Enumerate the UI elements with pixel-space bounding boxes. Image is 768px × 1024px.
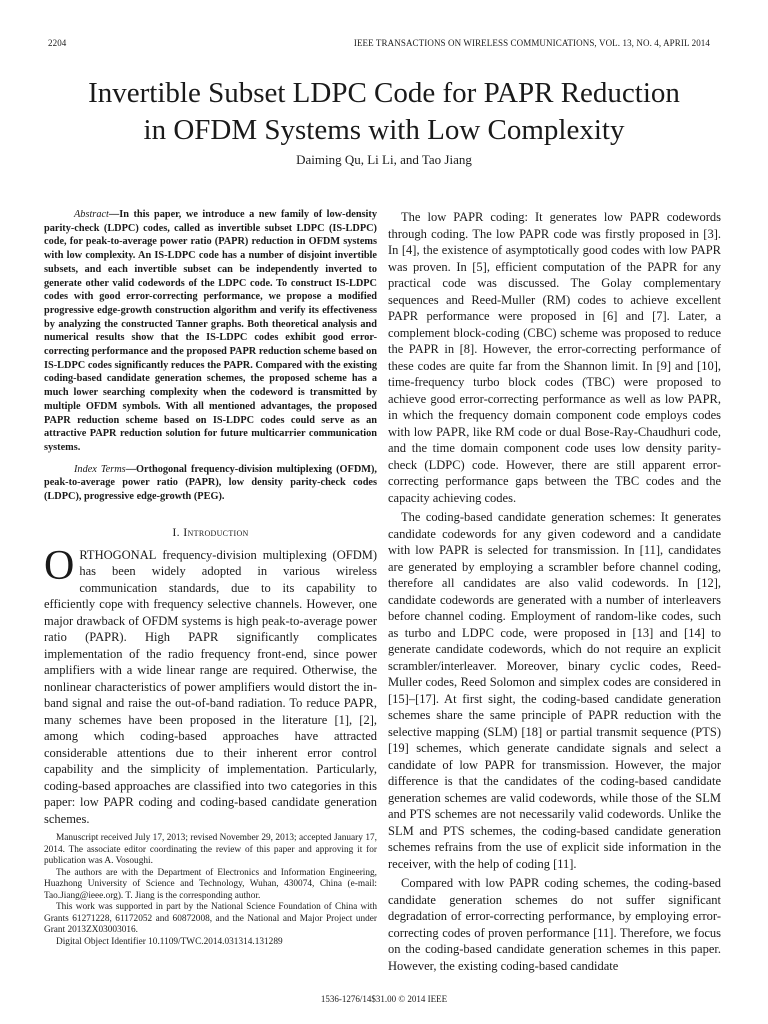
author-list: Daiming Qu, Li Li, and Tao Jiang (296, 152, 472, 167)
abstract-label: Abstract (74, 209, 109, 220)
section-heading-introduction: I. Introduction (172, 524, 249, 539)
first-word: RTHOGONAL (79, 547, 157, 562)
right-paragraph-1: The low PAPR coding: It generates low PAPR codewords through coding. The low PAPR code was firstly proposed in [3]. In [4], the existence of asymptotically good codes with low PAPR was proven. In [5], efficient computation of the PAPR for any practical code was discussed. The Golay complementary sequences and Reed-Muller (RM) codes to achieve excellent PAPR performance were proposed in [6] and [7]. Later, a complement block-coding (CBC) scheme was proposed to reduce the PAPR in [8]. However, the error-correcting performance of these codes are quite far from the Shannon limit. In [9] and [10], time-frequency turbo block codes (TBC) were proposed to achieve good error-correcting performance as well as low PAPR, in which the frequency domain component code employs codes with low PAPR, like RM code or dual Bose-Ray-Chaudhuri code, and the time domain component code uses low density parity-check (LDPC) code. However, there are still apparent error-correcting performance gaps between the TBC codes and the capacity achieving codes. (388, 210, 721, 505)
drop-cap: O (44, 542, 75, 589)
index-terms-label: Index Terms (74, 463, 126, 475)
index-terms-text: —Orthogonal frequency-division multiplexing (OFDM), peak-to-average power ratio (PAPR), low density parity-check codes (LDPC), progressive edge-growth (PEG). (44, 463, 377, 503)
intro-paragraph-1 (44, 542, 377, 828)
title-line-1: Invertible Subset LDPC Code for PAPR Reduction (88, 77, 680, 109)
right-paragraph-3: Compared with low PAPR coding schemes, the coding-based candidate generation schemes do not suffer significant degradation of error-correcting performance, by employing error-correcting codes of proven performance [11]. Therefore, we focus on the coding-based candidate generation schemes in this paper. However, the existing coding-based candidate (388, 876, 721, 973)
abstract (44, 208, 377, 455)
right-paragraph-2: The coding-based candidate generation schemes: It generates candidate codewords for any given codeword and a candidate with low PAPR is selected for transmission. In [11], candidates are generated by employing a scrambler before channel coding, therefore all candidates are also valid codewords. In [12], candidate codewords are generated with a number of interleavers before channel coding. Employment of random-like codes, such as turbo and LDPC code, were proposed in [13] and [14] to generate candidate codewords, which do not require an explicit scrambler/interleaver. Moreover, binary cyclic codes, Reed-Muller codes, Reed Solomon and simplex codes are considered in [15]–[17]. At first sight, the coding-based candidate generation schemes share the same principle of PAPR reduction with the selective mapping (SLM) [18] or partial transmit sequence (PTS) [19] schemes, which generate candidate signals and select a candidate of low PAPR for transmission. However, the major difference is that the candidates of the coding-based candidate generation schemes are valid codewords, while those of the SLM and PTS schemes are not necessarily valid codewords. Unlike the SLM and PTS schemes, the coding-based candidate generation schemes refrains from the use of explicit side information in the receiver, with the help of coding [11]. (388, 510, 721, 871)
footnotes (44, 833, 377, 948)
footnote-doi: Digital Object Identifier 10.1109/TWC.2014.031314.131289 (56, 936, 283, 947)
page-number: 2204 (48, 38, 67, 48)
abstract-text: —In this paper, we introduce a new family of low-density parity-check (LDPC) codes, called as invertible subset LDPC (IS-LDPC) code, for peak-to-average power ratio (PAPR) reduction in OFDM systems with low complexity. An IS-LDPC code has a number of disjoint invertible subsets, and each invertible subset can be independently inverted to generate other valid codewords of the LDPC code. To construct IS-LDPC codes with good error-correcting performance, we propose a modified progressive edge-growth construction algorithm and verify its effectiveness by analyzing the constructed Tanner graphs. Both theoretical analysis and numerical results show that the IS-LDPC codes exhibit good error-correcting performance and the proposed PAPR reduction scheme based on IS-LDPC codes significantly reduces the PAPR. Compared with the existing coding-based candidate generation schemes, the proposed scheme has a much lower searching complexity when the codeword is transmitted by multiple OFDM symbols. With all mentioned advantages, the proposed PAPR reduction scheme based on IS-LDPC codes could serve as an attractive PAPR reduction solution for future multicarrier communication systems. (44, 209, 377, 453)
footnote-received: Manuscript received July 17, 2013; revised November 29, 2013; accepted January 17, 2014. The associate editor coordinating the review of this paper and approving it for publication was A. Vosoughi. (44, 833, 377, 866)
left-column (44, 208, 377, 827)
right-column (388, 209, 721, 974)
paper-title (40, 75, 728, 149)
title-line-2: in OFDM Systems with Low Complexity (143, 114, 625, 146)
footnote-funding: This work was supported in part by the National Science Foundation of China with Grants 61271228, 61172052 and 60872008, and the National and Major Project under Grant 2013ZX03003016. (44, 902, 377, 935)
journal-header: IEEE TRANSACTIONS ON WIRELESS COMMUNICATIONS, VOL. 13, NO. 4, APRIL 2014 (353, 38, 710, 48)
footnote-affiliation: The authors are with the Department of Electronics and Information Engineering, Huazhong University of Science and Technology, Wuhan, 430074, China (e-mail: Tao.Jiang@ieee.org). T. Jiang is the corresponding author. (44, 867, 377, 901)
index-terms (44, 463, 377, 504)
copyright-footer: 1536-1276/14$31.00 © 2014 IEEE (320, 994, 448, 1004)
intro-paragraph-1-text: frequency-division multiplexing (OFDM) has been widely adopted in various wireless communication standards, due to its capability to efficiently cope with frequency selective channels. However, one major drawback of OFDM systems is high peak-to-average power ratio (PAPR). High PAPR significantly complicates implementation of the radio frequency front-end, since power amplifiers with a wide linear range are required. Otherwise, the nonlinear characteristics of power amplifiers would distort the in-band signal and raise the out-of-band radiation. To reduce PAPR, many schemes have been proposed in the literature [1], [2], among which coding-based approaches have attracted considerable attentions due to their inherent error control capability and the simplicity of implementation. Particularly, coding-based approaches are classified into two categories in this paper: low PAPR coding and coding-based candidate generation schemes. (44, 547, 377, 826)
